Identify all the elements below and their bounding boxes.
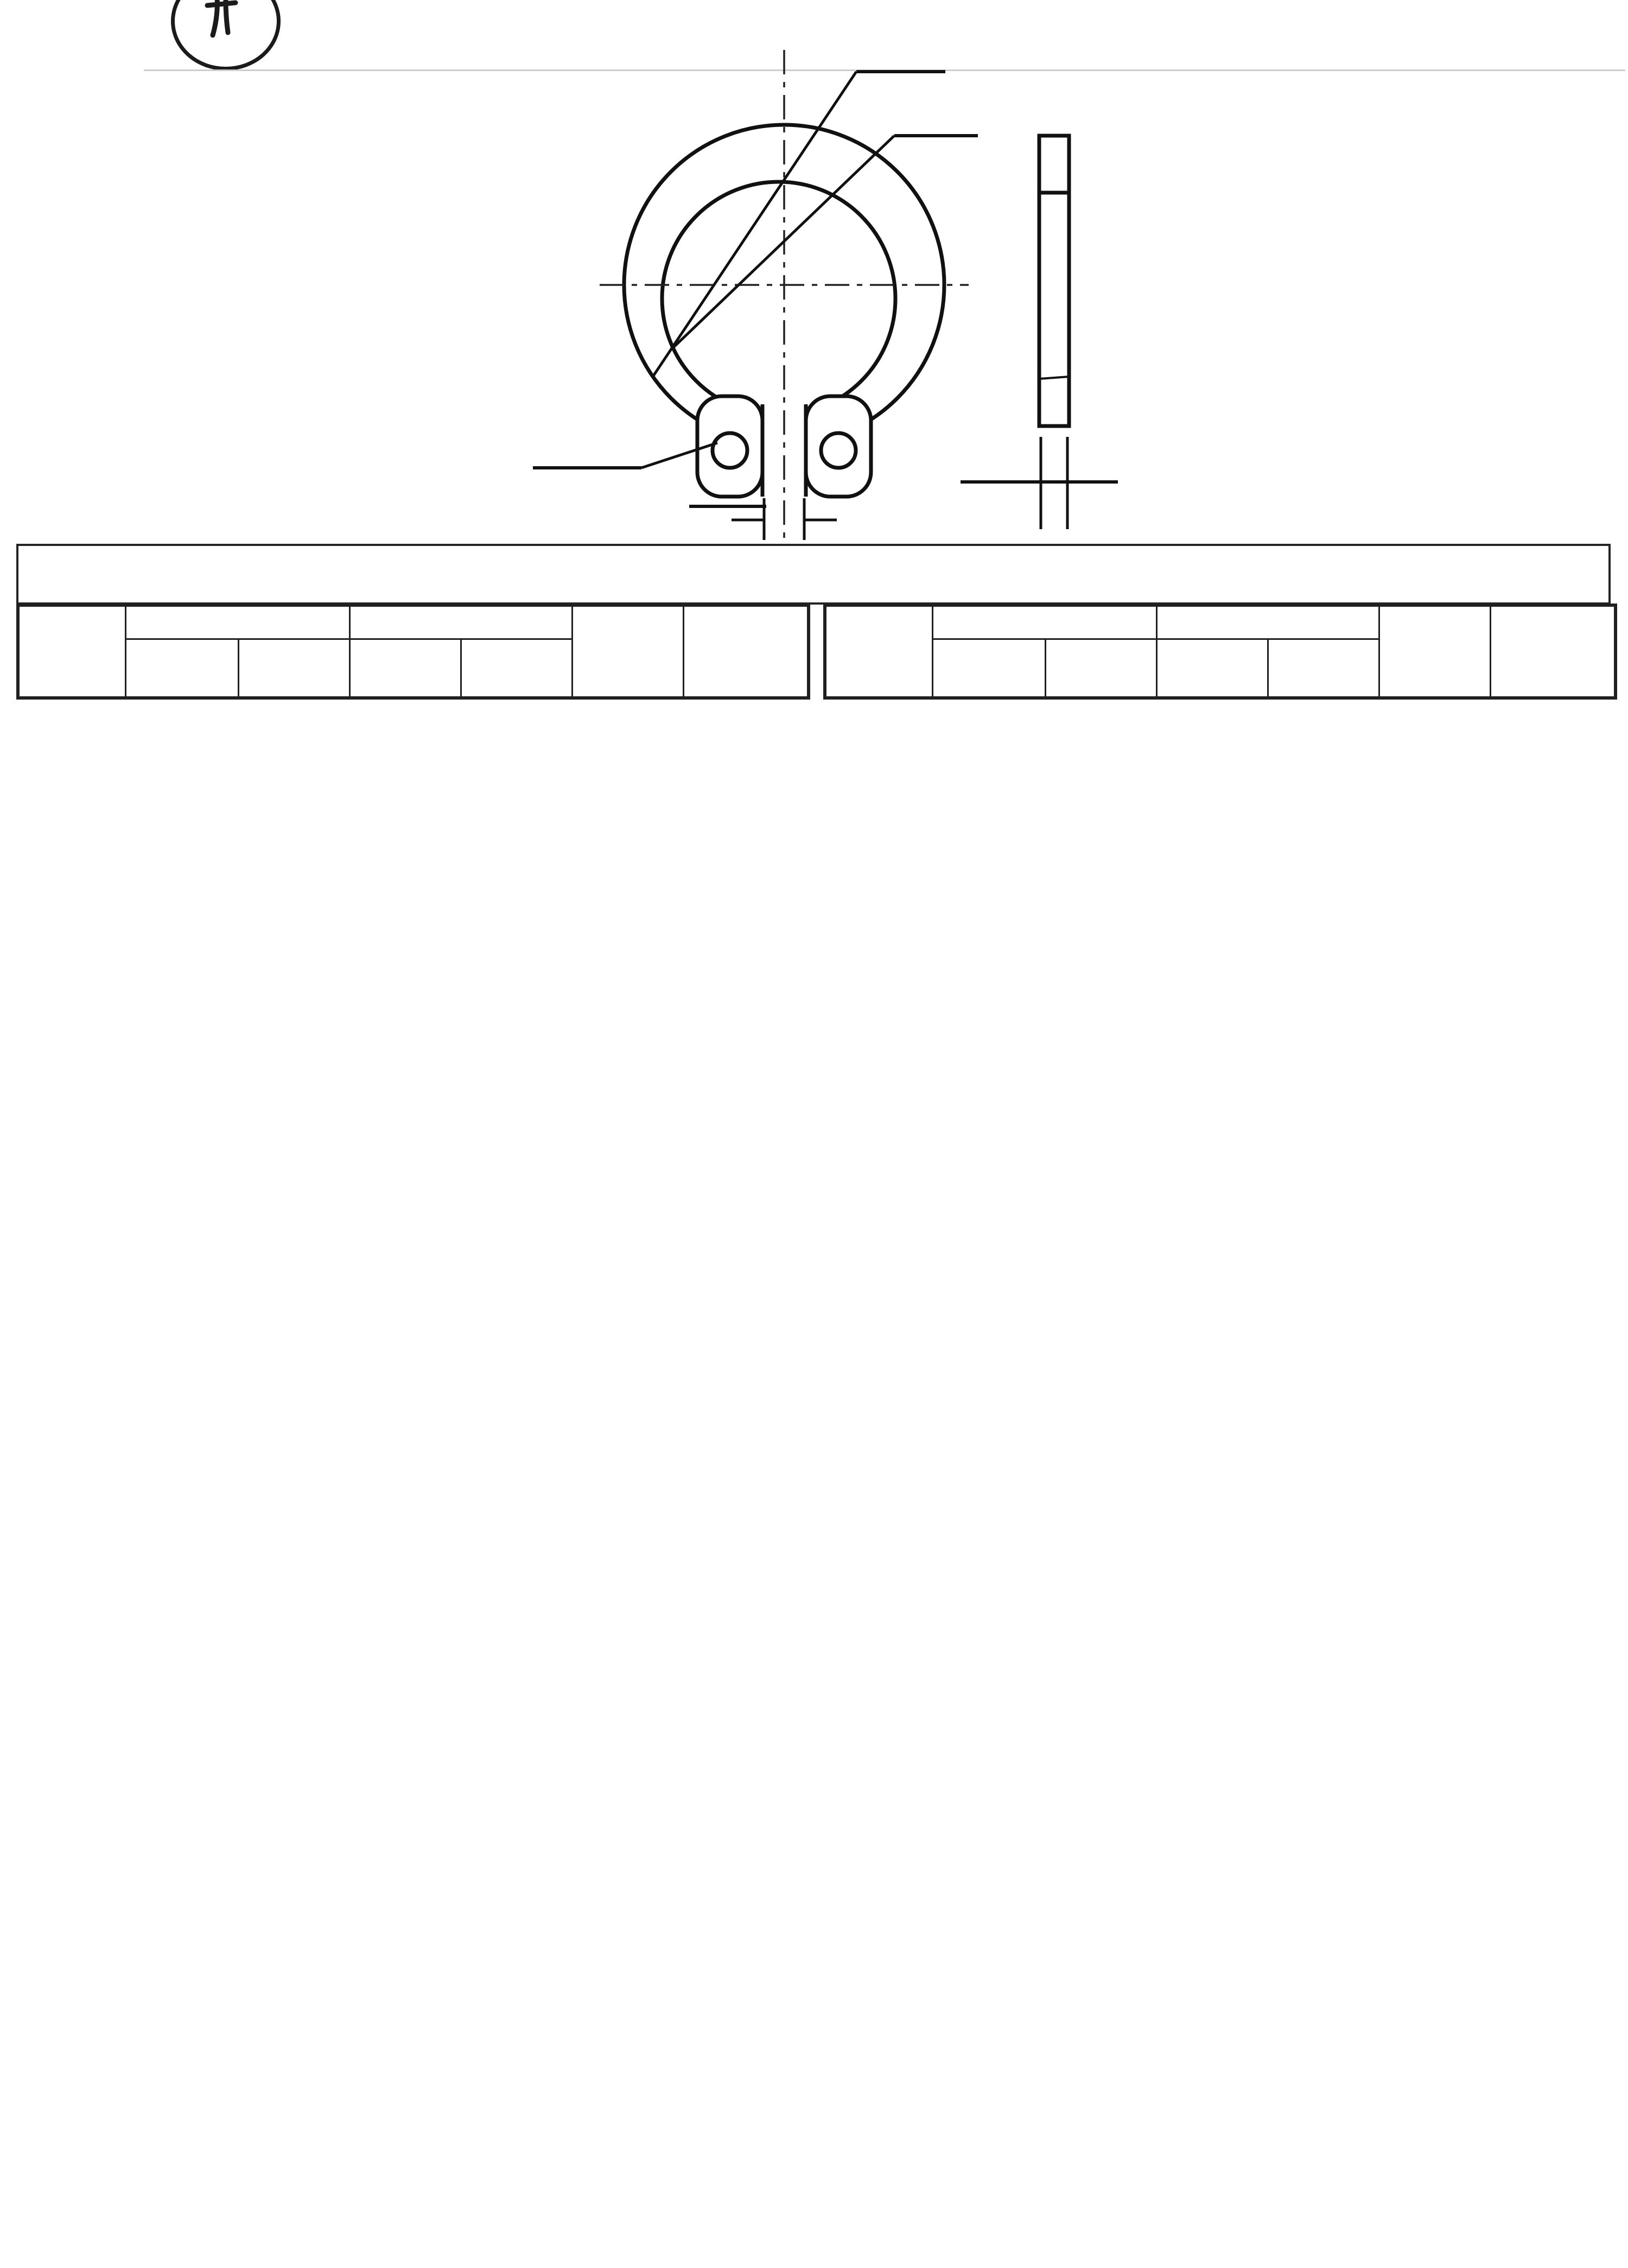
header-d xyxy=(932,605,1156,639)
header-h-tolerance xyxy=(461,639,572,698)
lug-right xyxy=(806,396,871,497)
header-d-tolerance xyxy=(1045,639,1156,698)
header-d1 xyxy=(1379,605,1490,698)
header-mass xyxy=(1490,605,1616,698)
header-h-basic xyxy=(349,639,461,698)
spec-table-right xyxy=(823,603,1617,700)
header-h-basic xyxy=(1156,639,1268,698)
header-h xyxy=(349,605,572,639)
spec-table-left xyxy=(16,603,810,700)
table-header xyxy=(825,605,1616,698)
side-view xyxy=(1039,136,1069,426)
header-d-basic xyxy=(125,639,238,698)
header-nominal-diameter xyxy=(825,605,932,698)
header-d xyxy=(125,605,349,639)
header-h-tolerance xyxy=(1268,639,1379,698)
header-nominal-diameter xyxy=(18,605,125,698)
header-mass xyxy=(683,605,809,698)
circlip-technical-drawing xyxy=(510,22,1150,556)
spec-tables xyxy=(16,603,1611,700)
header-d-tolerance xyxy=(238,639,349,698)
table-header xyxy=(18,605,809,698)
header-h xyxy=(1156,605,1379,639)
stamp-logo xyxy=(171,0,281,71)
header-d1 xyxy=(572,605,683,698)
stamp-logo-marks xyxy=(175,0,272,62)
measurement-note-band xyxy=(16,544,1611,605)
header-d-basic xyxy=(932,639,1045,698)
